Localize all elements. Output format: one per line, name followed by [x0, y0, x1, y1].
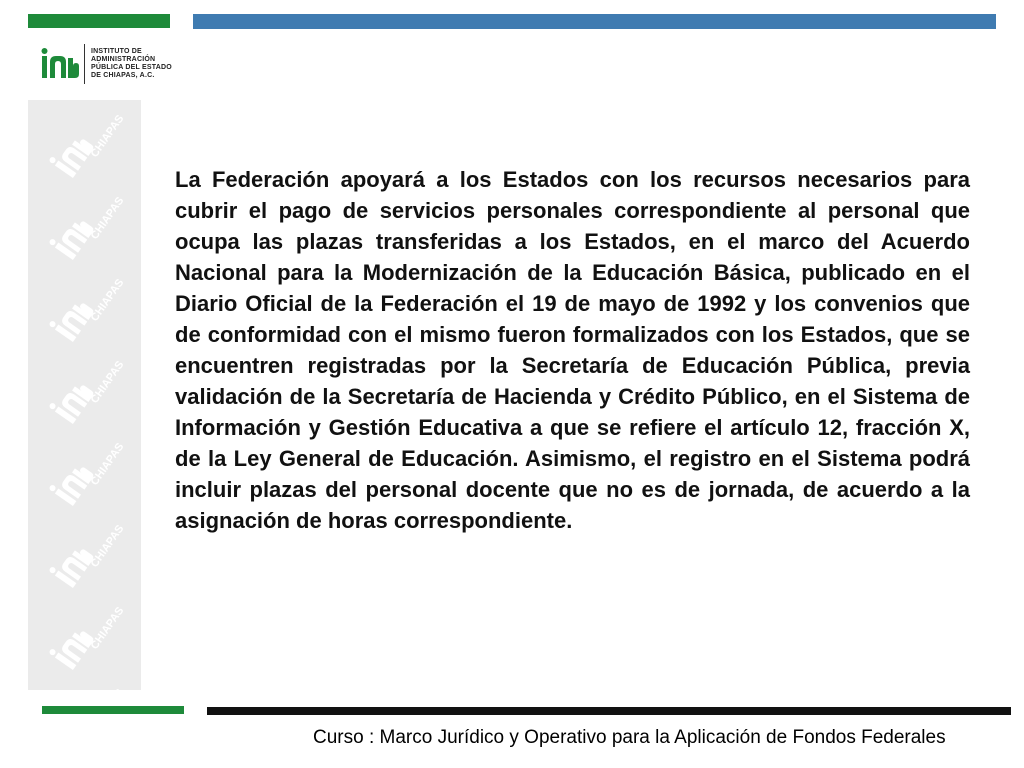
sidebar-watermark-panel: [28, 100, 141, 690]
logo-text-line: PÚBLICA DEL ESTADO: [91, 64, 172, 71]
top-blue-bar: [193, 14, 996, 29]
logo-text: [91, 48, 172, 80]
top-green-bar: [28, 14, 170, 28]
main-paragraph: La Federación apoyará a los Estados con los recursos necesarios para cubrir el pago de servicios personales correspondiente al personal que ocupa las plazas transferidas a los Estados, en el marco del Acuerdo Nacional para la Modernización de la Educación Básica, publicado en el Diario Oficial de la Federación el 19 de mayo de 1992 y los convenios que de conformidad con el mismo fueron formalizados con los Estados, que se encuentren registradas por la Secretaría de Educación Pública, previa validación de la Secretaría de Hacienda y Crédito Público, en el Sistema de Información y Gestión Educativa a que se refiere el artículo 12, fracción X, de la Ley General de Educación. Asimismo, el registro en el Sistema podrá incluir plazas del personal docente que no es de jornada, de acuerdo a la asignación de horas correspondiente.: [175, 167, 970, 533]
logo-text-line: DE CHIAPAS, A.C.: [91, 72, 155, 79]
institute-logo: [40, 42, 172, 86]
course-prefix: Curso :: [313, 727, 380, 748]
watermark-pattern: [28, 100, 141, 690]
logo-text-line: ADMINISTRACIÓN: [91, 56, 156, 63]
bottom-black-bar: [207, 707, 1011, 715]
course-title: Marco Jurídico y Operativo para la Aplicación de Fondos Federales: [379, 727, 946, 748]
logo-divider: [84, 44, 85, 84]
bottom-green-bar: [42, 706, 184, 714]
iap-logo-icon: [40, 46, 80, 82]
logo-text-line: INSTITUTO DE: [91, 48, 142, 55]
course-footer: [313, 727, 946, 749]
